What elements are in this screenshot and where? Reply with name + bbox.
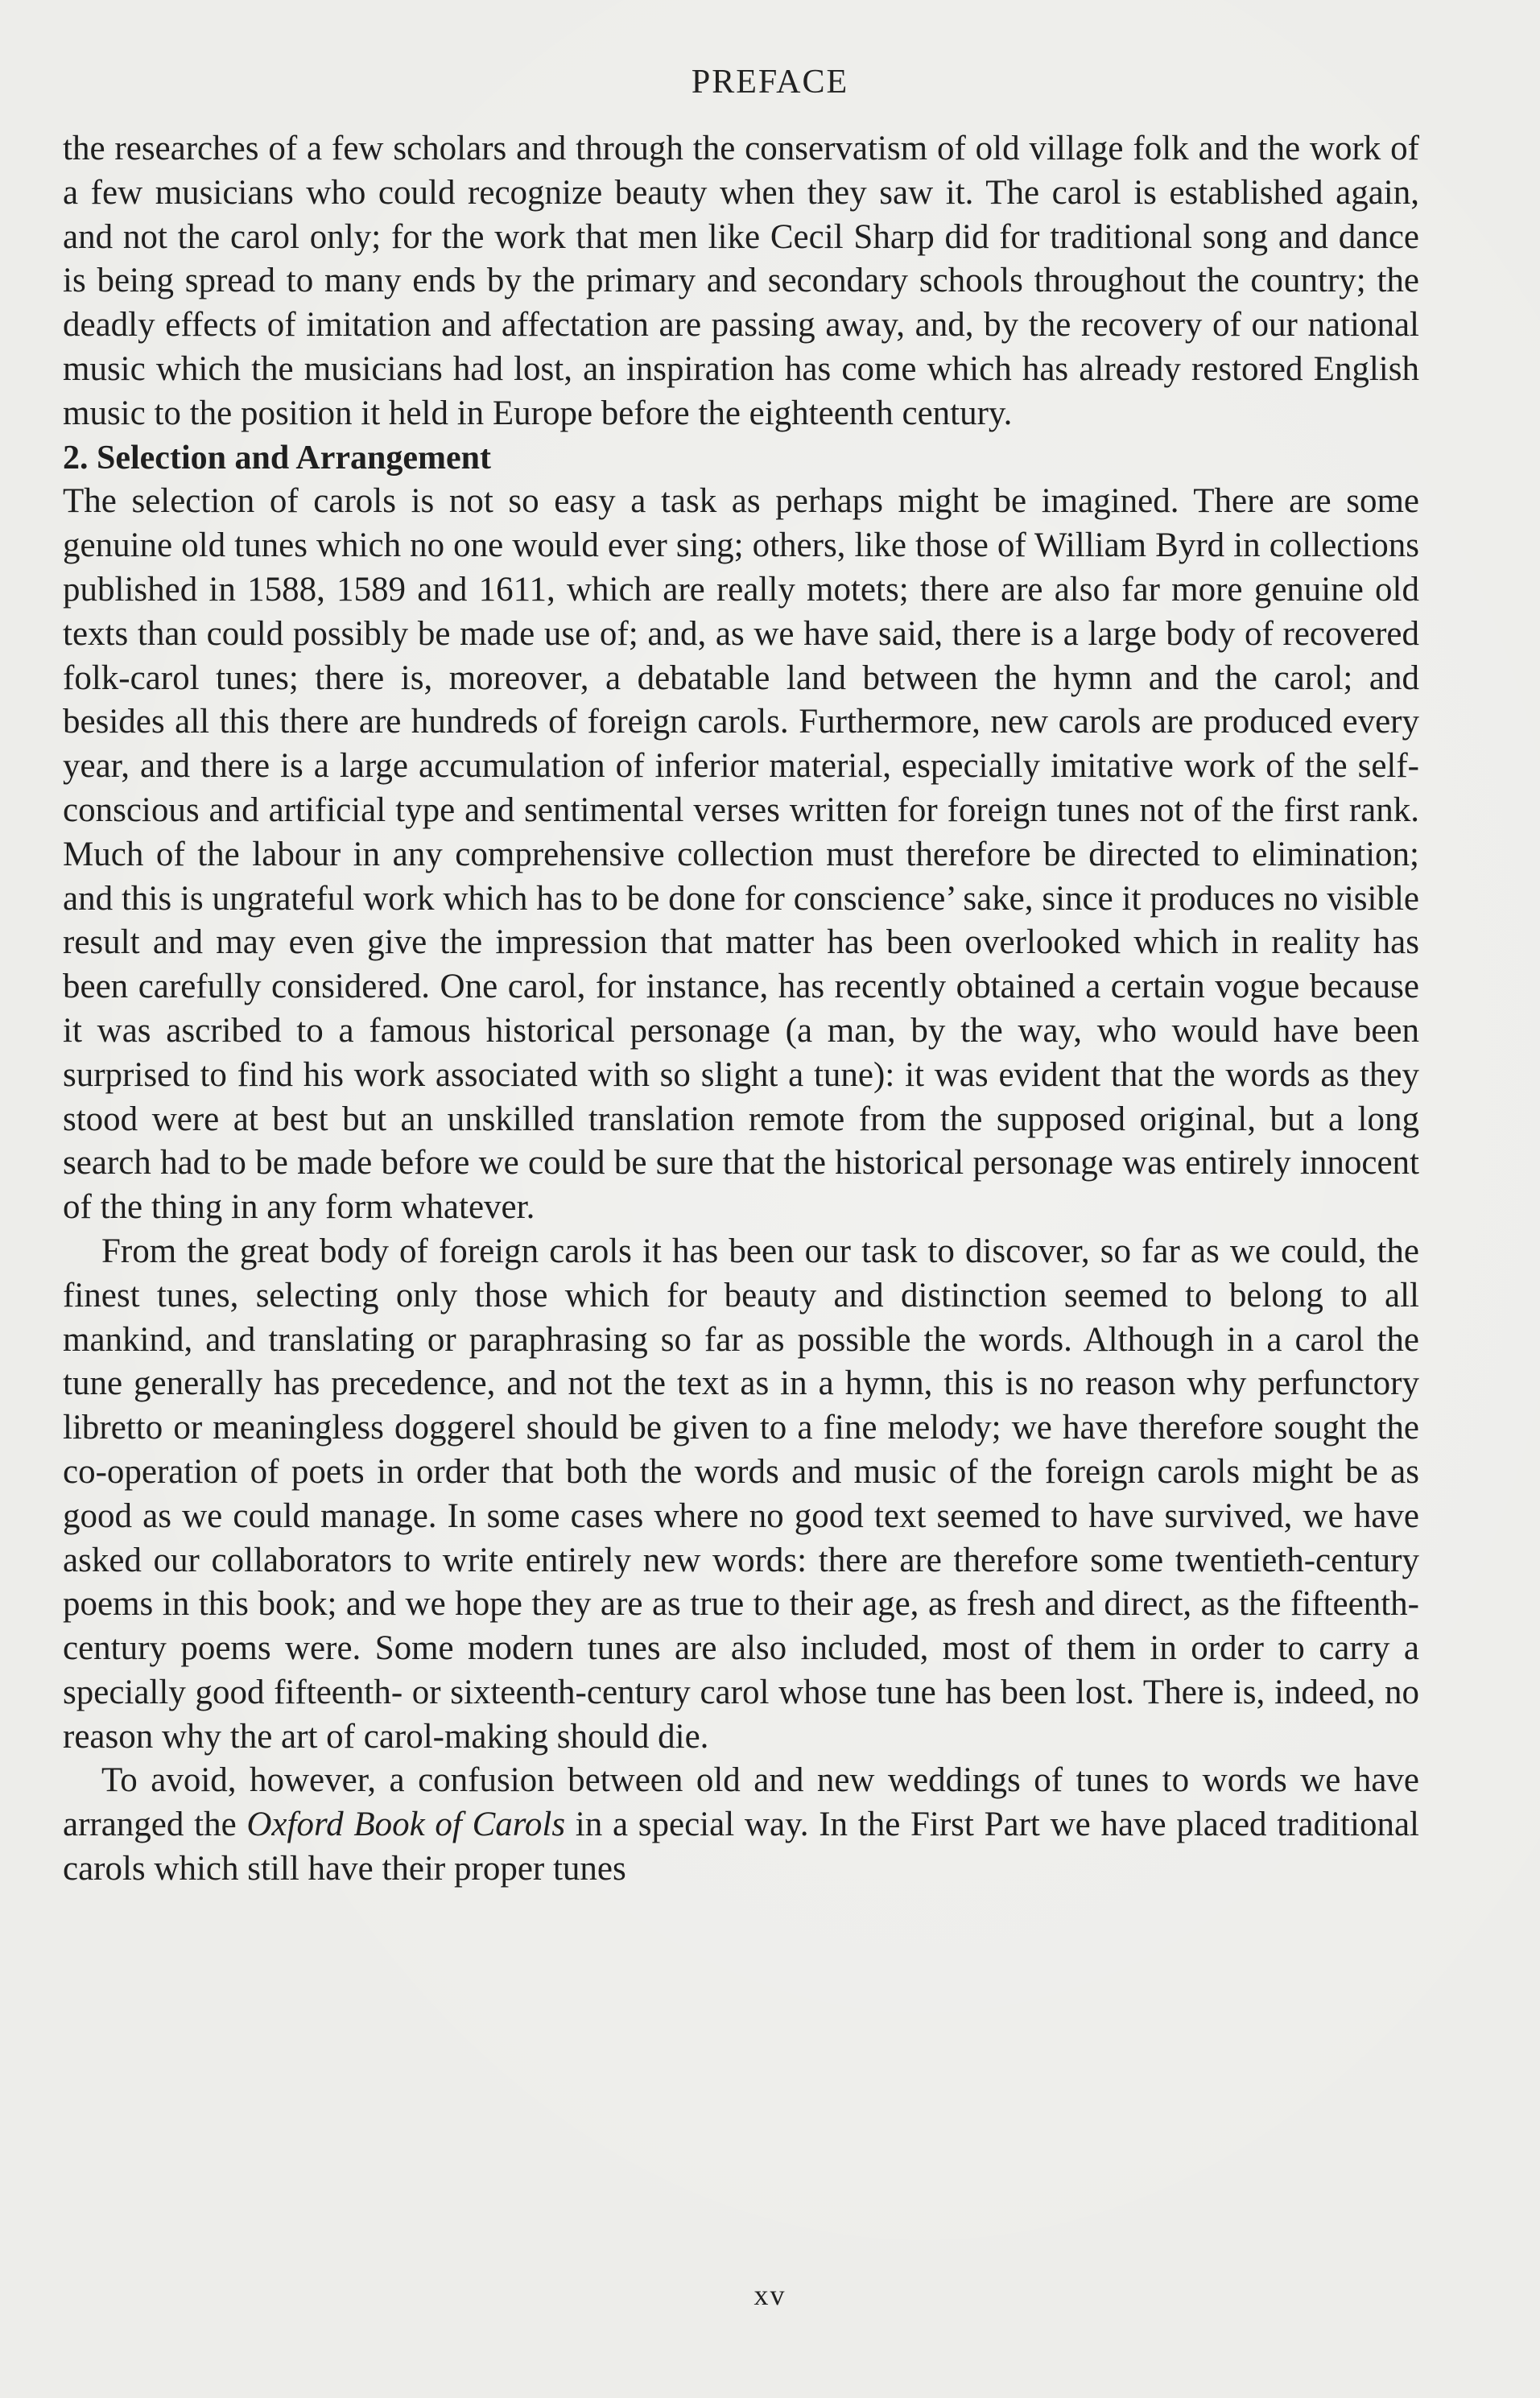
section-heading: 2. Selection and Arrangement bbox=[63, 439, 491, 477]
paragraph-foreign-carols: From the great body of foreign carols it has been our task to discover, so far as we could, the finest tunes, selecting only those which for beauty and distinction seemed to belong to all mankind, and translating or paraphrasing so far as possible the words. Although in a carol the tune generally has precedence, and not the text as in a hymn, this is no reason why perfunctory libretto or meaningless doggerel should be given to a fine melody; we have therefore sought the co-operation of poets in order that both the words and music of the foreign carols might be as good as we could manage. In some cases where no good text seemed to have survived, we have asked our collaborators to write entirely new words: there are therefore some twentieth-century poems in this book; and we hope they are as true to their age, as fresh and direct, as the fifteenth-century poems were. Some modern tunes are also included, most of them in order to carry a specially good fifteenth- or sixteenth-century carol whose tune has been lost. There is, indeed, no reason why the art of carol-making should die. bbox=[63, 1232, 1419, 1756]
paragraph-selection: The selection of carols is not so easy a task as perhaps might be imagined. There are some genuine old tunes which no one would ever sing; others, like those of William Byrd in collections published in 1588, 1589 and 1611, which are really motets; there are also far more genuine old texts than could possibly be made use of; and, as we have said, there is a large body of recovered folk-carol tunes; there is, moreover, a debatable land between the hymn and the carol; and besides all this there are hundreds of foreign carols. Furthermore, new carols are produced every year, and there is a large accumulation of inferior material, especially imitative work of the self-conscious and artificial type and sentimental verses written for foreign tunes not of the first rank. Much of the labour in any comprehensive collection must therefore be directed to elimination; and this is ungrateful work which has to be done for conscience’ sake, since it produces no visible result and may even give the impression that matter has been overlooked which in reality has been carefully considered. One carol, for instance, has recently obtained a certain vogue because it was ascribed to a famous historical personage (a man, by the way, who would have been surprised to find his work associated with so slight a tune): it was evident that the words as they stood were at best but an unskilled translation remote from the supposed original, but a long search had to be made before we could be sure that the historical personage was entirely innocent of the thing in any form whatever. bbox=[63, 482, 1419, 1227]
running-head: PREFACE bbox=[691, 64, 849, 101]
paragraph-arrangement bbox=[63, 1759, 1419, 1891]
paragraph-arrangement-start: To avoid, however, a confusion between old and new weddings of tunes to words we have arranged the bbox=[63, 1761, 1419, 1844]
page-number: xv bbox=[753, 2279, 787, 2311]
book-title: Oxford Book of Carols bbox=[246, 1806, 566, 1844]
paragraph-continued: the researches of a few scholars and through the conservatism of old village folk and the work of a few musicians who could recognize beauty when they saw it. The carol is established again, and not the carol only; for the work that men like Cecil Sharp did for traditional song and dance is being spread to many ends by the primary and secondary schools throughout the country; the deadly effects of imitation and affectation are passing away, and, by the recovery of our national music which the musicians had lost, an inspiration has come which has already restored English music to the position it held in Europe before the eighteenth century. bbox=[63, 130, 1419, 432]
text-block bbox=[63, 127, 1419, 1892]
paragraph-arrangement-end: in a special way. In the First Part we have placed traditional carols which still have their proper tunes bbox=[63, 1806, 1419, 1888]
